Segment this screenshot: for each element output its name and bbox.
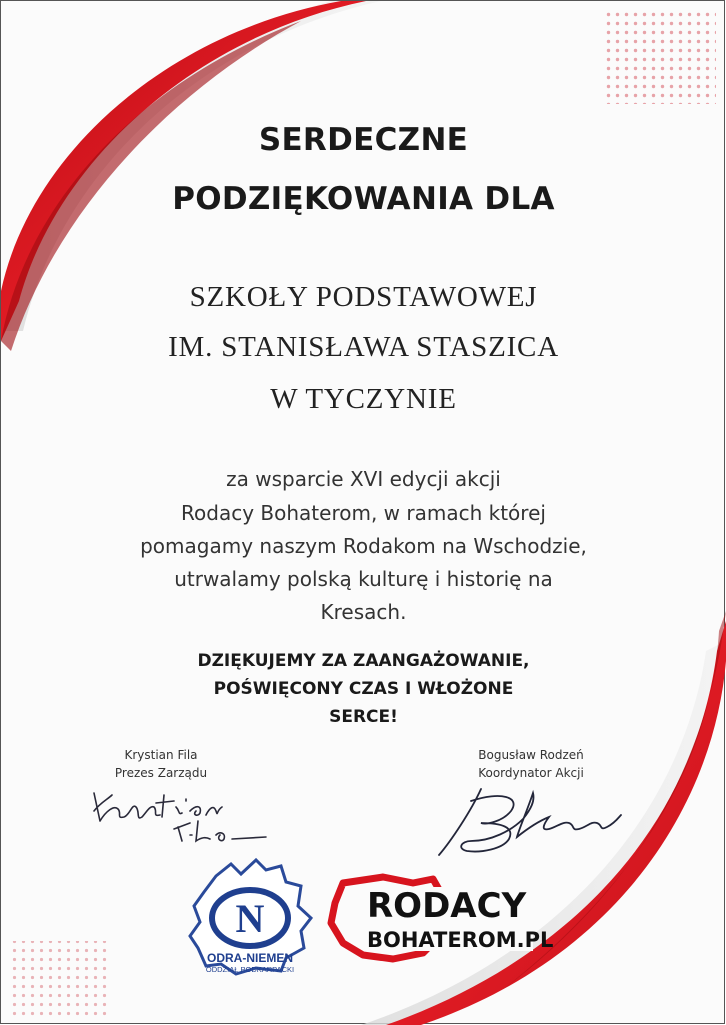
closing-line-3: SERCE! <box>329 707 398 727</box>
recipient-line-1: SZKOŁY PODSTAWOWEJ <box>189 281 538 313</box>
signatory-right-role: Koordynator Akcji <box>478 766 584 780</box>
closing-line-1: DZIĘKUJEMY ZA ZAANGAŻOWANIE, <box>197 651 530 671</box>
rodacy-line-2: BOHATEROM.PL <box>367 928 554 952</box>
dot-grid-bottom-left <box>9 941 109 1016</box>
body-line-2: Rodacy Bohaterom, w ramach której <box>181 501 546 525</box>
heading-line-1: SERDECZNE <box>258 122 469 158</box>
dot-grid-top-right <box>606 9 716 104</box>
closing-line-2: POŚWIĘCONY CZAS I WŁOŻONE <box>213 679 514 699</box>
rodacy-line-1: RODACY <box>367 886 527 926</box>
body-line-3: pomagamy naszym Rodakom na Wschodzie, <box>140 534 587 558</box>
signatory-left-name: Krystian Fila <box>124 748 198 762</box>
odra-name: ODRA-NIEMEN <box>207 951 293 965</box>
recipient-line-3: W TYCZYNIE <box>270 383 457 415</box>
body-line-4: utrwalamy polską kulturę i historię na <box>174 567 553 591</box>
signatory-left-role: Prezes Zarządu <box>114 766 208 780</box>
signature-left <box>86 781 276 851</box>
heading-line-2: PODZIĘKOWANIA DLA <box>172 181 555 217</box>
odra-monogram: N <box>235 896 265 941</box>
signatory-left <box>86 746 236 782</box>
odra-niemen-logo <box>186 856 321 976</box>
body-line-1: za wsparcie XVI edycji akcji <box>226 467 501 491</box>
signatory-right-name: Bogusław Rodzeń <box>478 748 584 762</box>
recipient-line-2: IM. STANISŁAWA STASZICA <box>168 331 559 363</box>
rodacy-bohaterom-logo <box>323 873 554 963</box>
body-line-5: Kresach. <box>320 600 407 624</box>
signature-right <box>431 771 631 861</box>
odra-sub: ODDZIAŁ PODKARPACKI <box>205 965 295 974</box>
